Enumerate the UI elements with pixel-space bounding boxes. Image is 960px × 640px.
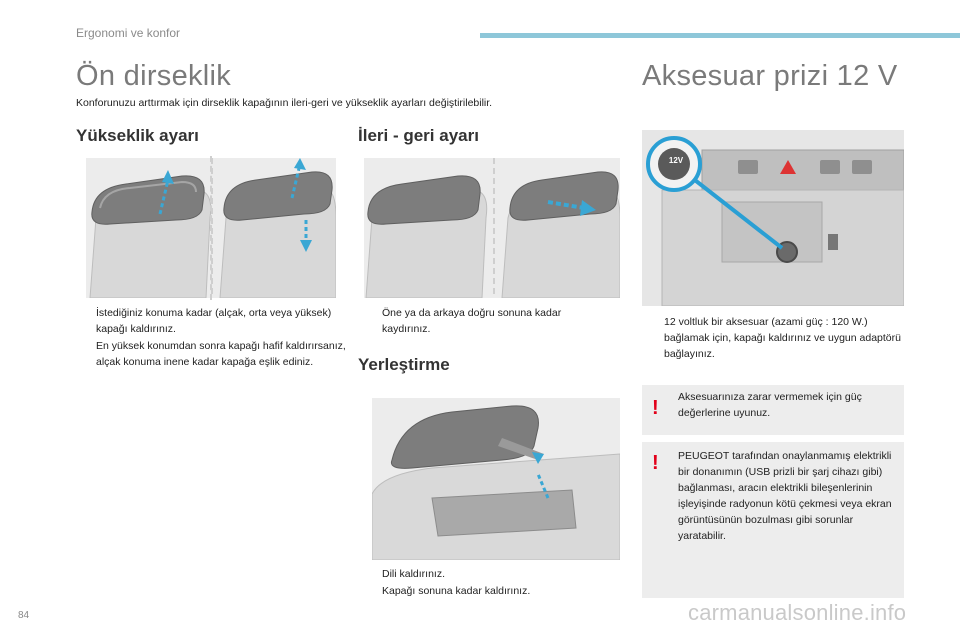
forward-adjust-steps: [362, 305, 612, 338]
warning-text: Aksesuarınıza zarar vermemek için güç değerlerine uyunuz.: [678, 391, 862, 419]
list-item: Dili kaldırınız.: [382, 568, 446, 580]
height-adjust-title: Yükseklik ayarı: [76, 126, 199, 145]
image-separator: [210, 156, 212, 300]
warning-icon: !: [652, 397, 659, 419]
page-number: 84: [18, 610, 30, 621]
header-accent-bar: [480, 33, 960, 38]
section-label: Ergonomi ve konfor: [76, 26, 181, 40]
socket-steps: [644, 314, 906, 363]
warning-box: [642, 385, 904, 435]
warning-icon: !: [652, 452, 659, 474]
list-item: Öne ya da arkaya doğru sonuna kadar kaydırınız.: [382, 307, 562, 335]
list-item: En yüksek konumdan sonra kapağı hafif kaldırırsanız, alçak konuma inene kadar kapağa eşlik ediniz.: [96, 340, 346, 368]
storage-steps: [362, 566, 612, 600]
page-title: Ön dirseklik: [76, 60, 232, 92]
warning-box: [642, 442, 904, 598]
accessory-socket-title: Aksesuar prizi 12 V: [642, 60, 898, 92]
socket-12v-label: 12V: [668, 156, 684, 165]
height-adjust-steps: [76, 305, 346, 371]
watermark: carmanualsonline.info: [688, 600, 907, 625]
forward-adjust-illustration: [364, 158, 620, 298]
storage-title: Yerleştirme: [358, 355, 450, 374]
warning-text: PEUGEOT tarafından onaylanmamış elektrikli bir donanımın (USB prizli bir şarj cihazı gibi) bağlanması, aracın elektrikli bileşenlerinin işleyişinde radyonun kötü çekmesi veya ekran görüntüsünün bozulması gibi sorunlar yaratabilir.: [678, 450, 892, 542]
forward-adjust-title: İleri - geri ayarı: [358, 126, 479, 145]
list-item: 12 voltluk bir aksesuar (azami güç : 120 W.) bağlamak için, kapağı kaldırınız ve uygun adaptörü bağlayınız.: [664, 316, 901, 360]
list-item: İstediğiniz konuma kadar (alçak, orta veya yüksek) kapağı kaldırınız.: [96, 307, 332, 335]
list-item: Kapağı sonuna kadar kaldırınız.: [382, 585, 531, 597]
intro-text: Konforunuzu arttırmak için dirseklik kapağının ileri-geri ve yükseklik ayarları değiştirilebilir.: [76, 97, 493, 109]
storage-illustration: [372, 398, 620, 560]
